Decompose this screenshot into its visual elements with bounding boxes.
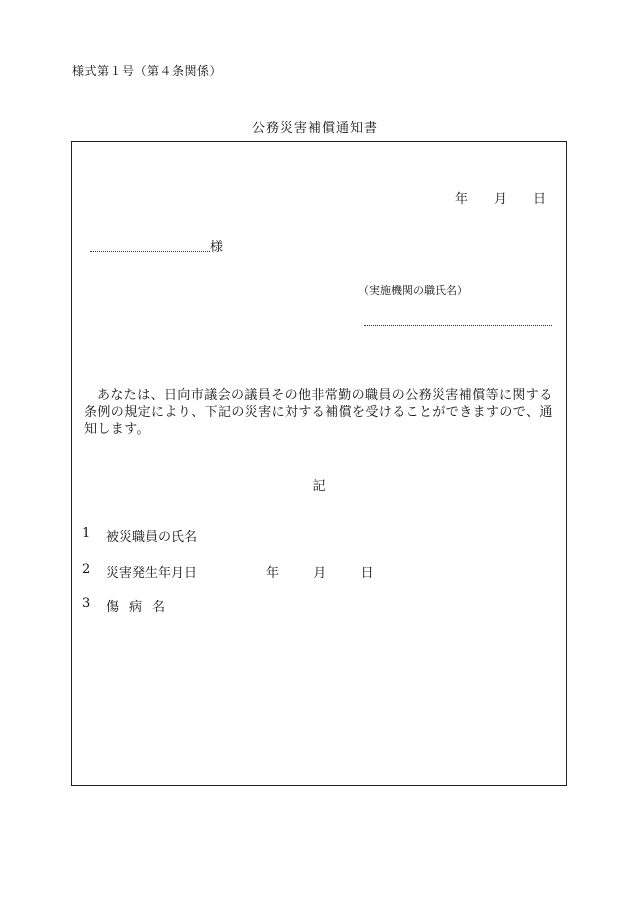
- document-title: 公務災害補償通知書: [251, 121, 378, 136]
- issuer-label: （実施機関の職氏名）: [358, 284, 468, 297]
- issuer-name-field: [364, 324, 552, 326]
- item-number: 1: [82, 526, 91, 541]
- item-label: 被災職員の氏名: [106, 530, 198, 545]
- accident-date-year: 年: [266, 566, 280, 581]
- ki-heading: 記: [312, 479, 326, 494]
- issue-date-day: 日: [532, 192, 546, 207]
- addressee-honorific: 様: [210, 240, 224, 255]
- accident-date-day: 日: [360, 566, 374, 581]
- item-injured-employee-name: [82, 526, 197, 545]
- item-label: 傷病名: [106, 600, 176, 615]
- form-number: 様式第１号（第４条関係）: [72, 64, 223, 78]
- item-number: 2: [82, 562, 91, 577]
- addressee-name-field: [90, 239, 210, 252]
- accident-date-fields: [266, 562, 374, 581]
- addressee: [90, 236, 223, 255]
- notice-frame: [71, 141, 567, 786]
- item-injury-name: [82, 596, 175, 615]
- item-number: 3: [82, 596, 91, 611]
- item-accident-date: [82, 562, 374, 581]
- accident-date-month: 月: [313, 566, 327, 581]
- item-label: 災害発生年月日: [106, 566, 198, 581]
- notice-body: あなたは、日向市議会の議員その他非常勤の職員の公務災害補償等に関する条例の規定により、下記の災害に対する補償を受けることができますので、通知します。: [84, 388, 553, 437]
- issue-date: [455, 188, 546, 207]
- issue-date-month: 月: [493, 192, 507, 207]
- issue-date-year: 年: [454, 192, 468, 207]
